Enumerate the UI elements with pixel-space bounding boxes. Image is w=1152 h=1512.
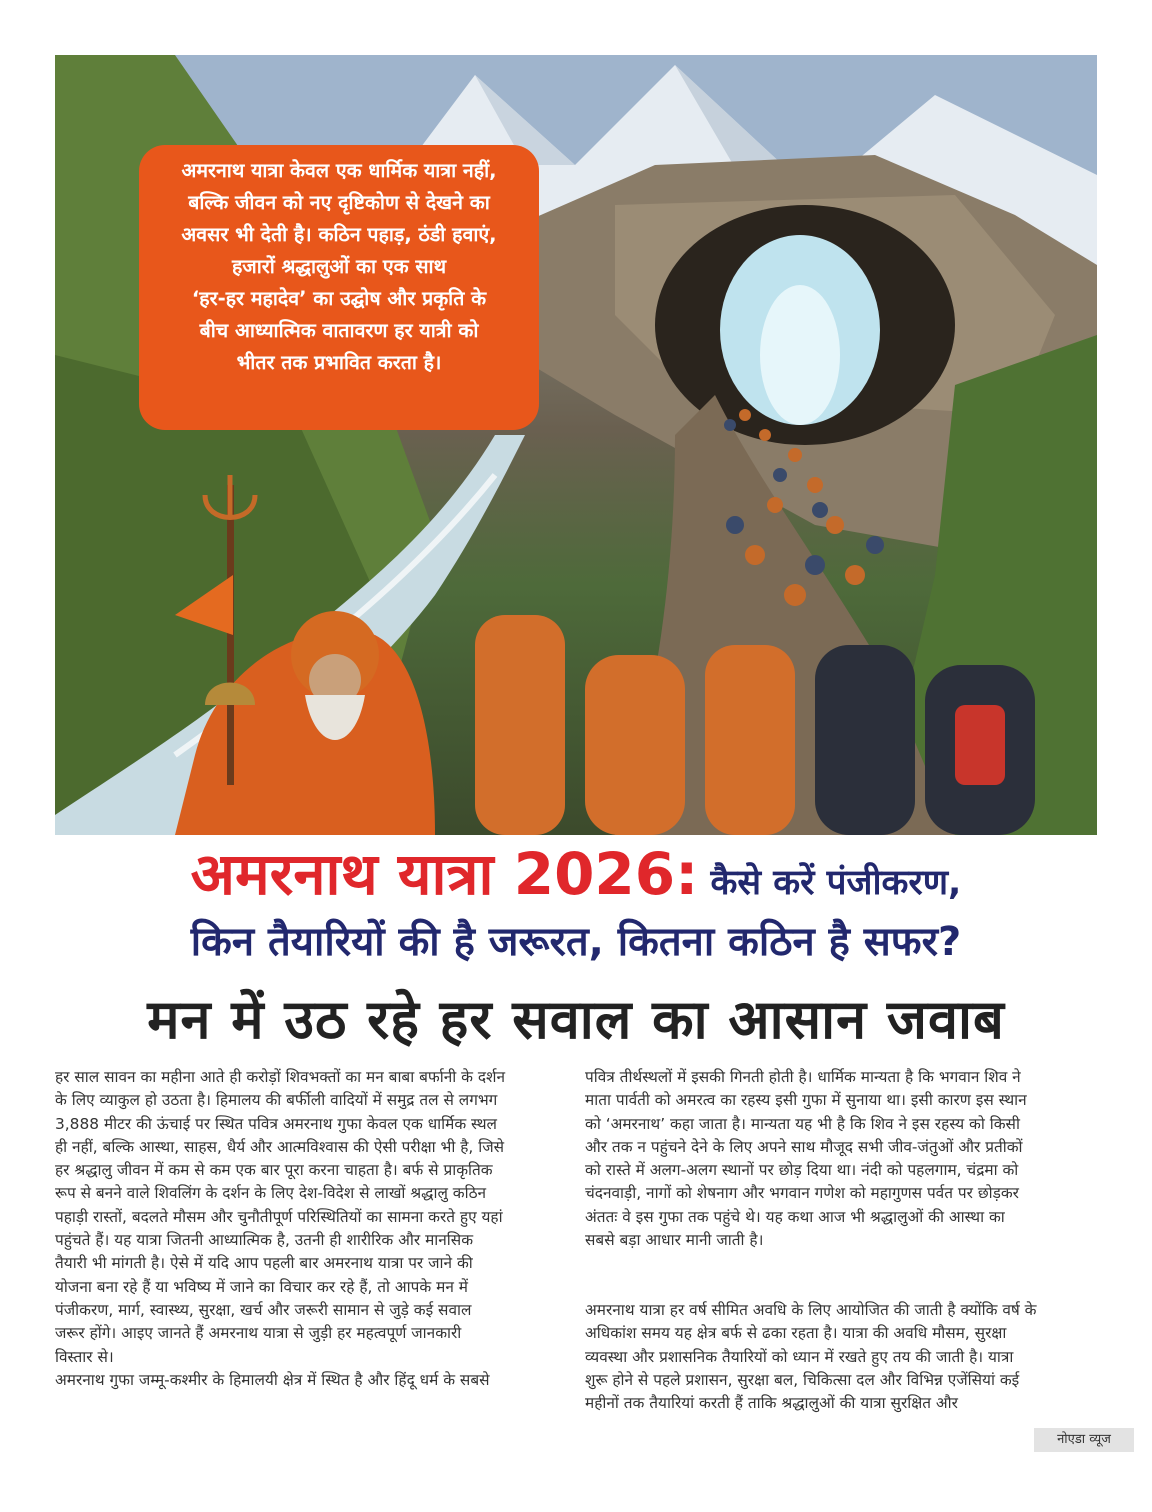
body-line: हर श्रद्धालु जीवन में कम से कम एक बार पूरा करना चाहता है। बर्फ से प्राकृतिक xyxy=(55,1161,493,1180)
body-line: अंततः वे इस गुफा तक पहुंचे थे। यह कथा आज भी श्रद्धालुओं की आस्था का xyxy=(585,1207,1005,1226)
callout-line: बीच आध्यात्मिक वातावरण हर यात्री को xyxy=(199,319,479,342)
body-line: और तक न पहुंचने देने के लिए अपने साथ मौजूद सभी जीव-जंतुओं और प्रतीकों xyxy=(585,1137,1023,1156)
body-line: सबसे बड़ा आधार मानी जाती है। xyxy=(585,1231,764,1250)
callout-line: अमरनाथ यात्रा केवल एक धार्मिक यात्रा नहीं, xyxy=(181,159,497,182)
article-column-right xyxy=(585,1066,1101,1415)
body-line: पंजीकरण, मार्ग, स्वास्थ्य, सुरक्षा, खर्च और जरूरी सामान से जुड़े कई सवाल xyxy=(55,1300,472,1319)
body-line: पवित्र तीर्थस्थलों में इसकी गिनती होती है। धार्मिक मान्यता है कि भगवान शिव ने xyxy=(585,1068,1021,1086)
headline-line-2: किन तैयारियों की है जरूरत, कितना कठिन है सफर? xyxy=(190,919,962,965)
body-line: चंदनवाड़ी, नागों को शेषनाग और भगवान गणेश को महागुणस पर्वत पर छोड़कर xyxy=(585,1184,1019,1203)
body-line: योजना बना रहे हैं या भविष्य में जाने का विचार कर रहे हैं, तो आपके मन में xyxy=(55,1277,468,1296)
body-line: माता पार्वती को अमरत्व का रहस्य इसी गुफा में सुनाया था। इसी कारण इस स्थान xyxy=(585,1091,1027,1110)
body-line: 3,888 मीटर की ऊंचाई पर स्थित पवित्र अमरनाथ गुफा केवल एक धार्मिक स्थल xyxy=(55,1114,497,1133)
callout-line: बल्कि जीवन को नए दृष्टिकोण से देखने का xyxy=(188,191,490,214)
hero-photo xyxy=(55,55,1097,835)
article-column-left xyxy=(55,1066,571,1392)
body-line: ही नहीं, बल्कि आस्था, साहस, धैर्य और आत्मविश्वास की ऐसी परीक्षा भी है, जिसे xyxy=(55,1137,505,1156)
publication-tag: नोएडा व्यूज xyxy=(1034,1428,1134,1452)
callout-line: ‘हर-हर महादेव’ का उद्घोष और प्रकृति के xyxy=(191,287,487,310)
body-line: पहाड़ी रास्तों, बदलते मौसम और चुनौतीपूर्ण परिस्थितियों का सामना करते हुए यहां xyxy=(55,1207,503,1226)
callout-line: अवसर भी देती है। कठिन पहाड़, ठंडी हवाएं, xyxy=(181,223,497,246)
body-line: के लिए व्याकुल हो उठता है। हिमालय की बर्फीली वादियों में समुद्र तल से लगभग xyxy=(55,1091,498,1110)
body-line: को ‘अमरनाथ’ कहा जाता है। मान्यता यह भी है कि शिव ने इस रहस्य को किसी xyxy=(585,1114,1020,1133)
paragraph-gap xyxy=(585,1252,1101,1275)
quote-callout xyxy=(139,145,539,430)
body-line: रूप से बनने वाले शिवलिंग के दर्शन के लिए देश-विदेश से लाखों श्रद्धालु कठिन xyxy=(55,1184,487,1203)
body-line: व्यवस्था और प्रशासनिक तैयारियों को ध्यान में रखते हुए तय की जाती है। यात्रा xyxy=(585,1347,1014,1366)
body-line: अधिकांश समय यह क्षेत्र बर्फ से ढका रहता है। यात्रा की अवधि मौसम, सुरक्षा xyxy=(585,1324,1007,1343)
body-line: विस्तार से। xyxy=(55,1347,114,1366)
body-line: हर साल सावन का महीना आते ही करोड़ों शिवभक्तों का मन बाबा बर्फानी के दर्शन xyxy=(55,1068,506,1086)
headline-title: अमरनाथ यात्रा 2026: xyxy=(190,840,699,908)
body-line: पहुंचते हैं। यह यात्रा जितनी आध्यात्मिक है, उतनी ही शारीरिक और मानसिक xyxy=(55,1231,474,1250)
body-line: तैयारी भी मांगती है। ऐसे में यदि आप पहली बार अमरनाथ यात्रा पर जाने की xyxy=(55,1254,473,1273)
headline-subtitle-part: कैसे करें पंजीकरण, xyxy=(698,863,962,903)
headline-line-3: मन में उठ रहे हर सवाल का आसान जवाब xyxy=(147,988,1005,1051)
callout-line: भीतर तक प्रभावित करता है। xyxy=(236,351,442,374)
body-line: महीनों तक तैयारियां करती हैं ताकि श्रद्धालुओं की यात्रा सुरक्षित और xyxy=(585,1394,958,1413)
body-line: शुरू होने से पहले प्रशासन, सुरक्षा बल, चिकित्सा दल और विभिन्न एजेंसियां कई xyxy=(585,1370,1020,1389)
body-line: अमरनाथ यात्रा हर वर्ष सीमित अवधि के लिए आयोजित की जाती है क्योंकि वर्ष के xyxy=(585,1300,1037,1319)
body-line: अमरनाथ गुफा जम्मू-कश्मीर के हिमालयी क्षेत्र में स्थित है और हिंदू धर्म के सबसे xyxy=(55,1370,490,1389)
body-line: को रास्ते में अलग-अलग स्थानों पर छोड़ दिया था। नंदी को पहलगाम, चंद्रमा को xyxy=(585,1161,1019,1180)
headline-line-1 xyxy=(55,836,1097,912)
callout-line: हजारों श्रद्धालुओं का एक साथ xyxy=(231,255,447,278)
paragraph-gap xyxy=(585,1276,1101,1299)
body-line: जरूर होंगे। आइए जानते हैं अमरनाथ यात्रा से जुड़ी हर महत्वपूर्ण जानकारी xyxy=(55,1324,462,1343)
